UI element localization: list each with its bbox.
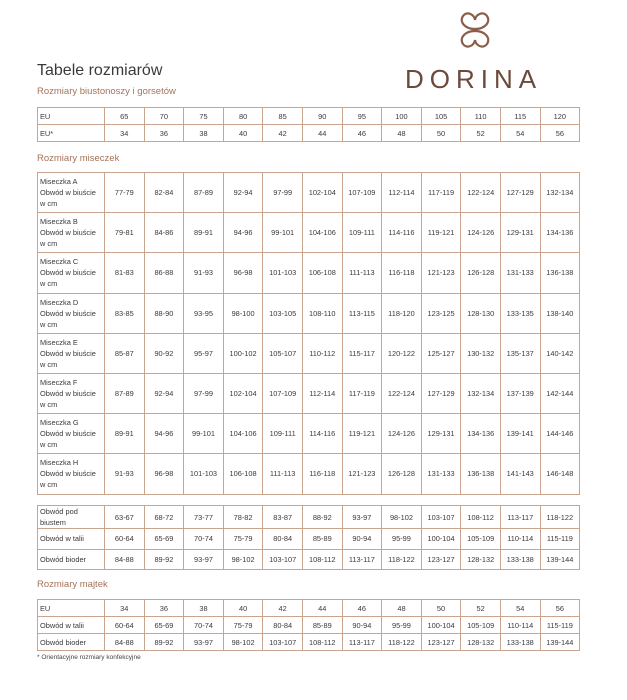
table-cell: 124-126 — [461, 213, 501, 253]
table-row — [38, 617, 580, 634]
row-label-line: Obwód w talii — [40, 534, 84, 544]
row-label-line: w cm — [40, 400, 58, 410]
table-cell: 85-89 — [302, 617, 342, 634]
table-cell: 127-129 — [421, 373, 461, 413]
row-label-line: Obwód w biuście — [40, 429, 96, 439]
table-row — [38, 333, 580, 373]
row-label-line: EU — [40, 111, 51, 121]
table-cell: 94-96 — [144, 414, 184, 454]
table-cell: 48 — [382, 600, 422, 617]
section-brief-sizes: Rozmiary majtek — [37, 579, 108, 590]
table-cell: 100-102 — [223, 333, 263, 373]
table-row — [38, 454, 580, 494]
table-cell: 70-74 — [184, 529, 224, 550]
row-label-line: Obwód w biuście — [40, 268, 96, 278]
table-cell: 114-116 — [302, 414, 342, 454]
table-cell: 138-140 — [540, 293, 580, 333]
table-cell: 70-74 — [184, 617, 224, 634]
table-cell: 120-122 — [382, 333, 422, 373]
row-label-line: biustem — [40, 518, 66, 527]
table-cell: 112-114 — [382, 173, 422, 213]
table-cell: 124-126 — [382, 414, 422, 454]
table-cell: 139-144 — [540, 549, 580, 570]
table-row — [38, 173, 580, 213]
row-label — [38, 549, 105, 570]
table-cell: 128-130 — [461, 293, 501, 333]
table-cell: 93-97 — [184, 549, 224, 570]
table-cell: 121-123 — [421, 253, 461, 293]
table-cell: 56 — [540, 125, 580, 142]
table-cell: 91-93 — [105, 454, 145, 494]
table-cell: 103-107 — [421, 506, 461, 529]
table-cell: 97-99 — [263, 173, 303, 213]
table-cell: 89-92 — [144, 549, 184, 570]
table-cell: 96-98 — [144, 454, 184, 494]
table-cell: 131-133 — [500, 253, 540, 293]
table-cell: 63-67 — [105, 506, 145, 529]
table-row — [38, 108, 580, 125]
table-cell: 134-136 — [461, 414, 501, 454]
table-cell: 132-134 — [461, 373, 501, 413]
row-label-line: w cm — [40, 199, 58, 209]
table-cell: 109-111 — [263, 414, 303, 454]
table-row — [38, 373, 580, 413]
table-cell: 110-114 — [500, 617, 540, 634]
bra-size-table — [37, 107, 580, 142]
table-cell: 93-97 — [184, 634, 224, 651]
table-cell: 111-113 — [263, 454, 303, 494]
row-label-line: Miseczka B — [40, 217, 78, 227]
table-cell: 130-132 — [461, 333, 501, 373]
table-cell: 118-122 — [540, 506, 580, 529]
row-label — [38, 634, 105, 651]
table-cell: 114-116 — [382, 213, 422, 253]
table-cell: 81-83 — [105, 253, 145, 293]
table-cell: 52 — [461, 125, 501, 142]
row-label — [38, 213, 105, 253]
table-cell: 101-103 — [184, 454, 224, 494]
page-title: Tabele rozmiarów — [37, 62, 163, 79]
table-cell: 95-99 — [382, 617, 422, 634]
table-cell: 50 — [421, 125, 461, 142]
table-cell: 68-72 — [144, 506, 184, 529]
table-cell: 65-69 — [144, 617, 184, 634]
table-cell: 136-138 — [461, 454, 501, 494]
row-label — [38, 253, 105, 293]
brand-name: DORINA — [405, 64, 543, 94]
table-cell: 110-112 — [302, 333, 342, 373]
table-cell: 87-89 — [184, 173, 224, 213]
table-row — [38, 293, 580, 333]
table-cell: 42 — [263, 125, 303, 142]
row-label-line: Miseczka H — [40, 458, 79, 468]
table-cell: 89-91 — [105, 414, 145, 454]
table-cell: 95-99 — [382, 529, 422, 550]
table-cell: 117-119 — [421, 173, 461, 213]
table-cell: 98-102 — [223, 634, 263, 651]
row-label — [38, 125, 105, 142]
row-label-line: EU — [40, 603, 51, 613]
table-row — [38, 414, 580, 454]
section-bra-sizes: Rozmiary biustonoszy i gorsetów — [37, 86, 176, 97]
table-cell: 107-109 — [342, 173, 382, 213]
table-cell: 122-124 — [382, 373, 422, 413]
row-label — [38, 414, 105, 454]
cup-size-table — [37, 172, 580, 495]
table-cell: 83-85 — [105, 293, 145, 333]
table-cell: 52 — [461, 600, 501, 617]
table-cell: 128-132 — [461, 634, 501, 651]
table-cell: 85 — [263, 108, 303, 125]
table-cell: 93-97 — [342, 506, 382, 529]
table-cell: 95 — [342, 108, 382, 125]
table-cell: 135-137 — [500, 333, 540, 373]
table-row — [38, 125, 580, 142]
table-cell: 94-96 — [223, 213, 263, 253]
table-cell: 82-84 — [144, 173, 184, 213]
row-label-line: EU* — [40, 128, 54, 138]
table-cell: 102-104 — [302, 173, 342, 213]
table-cell: 125-127 — [421, 333, 461, 373]
table-cell: 104-106 — [302, 213, 342, 253]
table-cell: 90-94 — [342, 529, 382, 550]
table-cell: 86-88 — [144, 253, 184, 293]
table-cell: 36 — [144, 600, 184, 617]
table-row — [38, 600, 580, 617]
row-label-line: Obwód w biuście — [40, 469, 96, 479]
table-cell: 84-86 — [144, 213, 184, 253]
row-label-line: Obwód bioder — [40, 554, 87, 564]
table-row — [38, 253, 580, 293]
table-cell: 146-148 — [540, 454, 580, 494]
table-cell: 121-123 — [342, 454, 382, 494]
table-cell: 133-135 — [500, 293, 540, 333]
table-cell: 38 — [184, 600, 224, 617]
table-cell: 123-125 — [421, 293, 461, 333]
table-cell: 100-104 — [421, 617, 461, 634]
table-cell: 40 — [223, 600, 263, 617]
table-cell: 118-120 — [382, 293, 422, 333]
row-label-line: Obwód w biuście — [40, 348, 96, 358]
table-cell: 113-117 — [342, 634, 382, 651]
row-label — [38, 506, 105, 529]
row-label-line: Obwód pod — [40, 507, 78, 516]
table-cell: 80 — [223, 108, 263, 125]
table-cell: 65-69 — [144, 529, 184, 550]
table-cell: 113-117 — [500, 506, 540, 529]
table-cell: 70 — [144, 108, 184, 125]
row-label-line: Miseczka E — [40, 337, 78, 347]
table-cell: 46 — [342, 600, 382, 617]
table-cell: 40 — [223, 125, 263, 142]
table-cell: 137-139 — [500, 373, 540, 413]
table-cell: 142-144 — [540, 373, 580, 413]
table-cell: 75-79 — [223, 617, 263, 634]
table-cell: 89-91 — [184, 213, 224, 253]
table-cell: 115 — [500, 108, 540, 125]
row-label-line: Miseczka G — [40, 418, 79, 428]
table-cell: 105-109 — [461, 617, 501, 634]
table-cell: 90 — [302, 108, 342, 125]
row-label-line: Obwód w biuście — [40, 228, 96, 238]
row-label — [38, 600, 105, 617]
table-cell: 84-88 — [105, 634, 145, 651]
table-cell: 99-101 — [263, 213, 303, 253]
table-cell: 118-122 — [382, 549, 422, 570]
table-cell: 85-87 — [105, 333, 145, 373]
table-cell: 79-81 — [105, 213, 145, 253]
table-cell: 110 — [461, 108, 501, 125]
table-cell: 110-114 — [500, 529, 540, 550]
table-cell: 119-121 — [421, 213, 461, 253]
table-cell: 34 — [105, 600, 145, 617]
table-cell: 88-92 — [302, 506, 342, 529]
table-cell: 44 — [302, 125, 342, 142]
row-label — [38, 617, 105, 634]
body-measure-table — [37, 505, 580, 570]
row-label-line: Obwód w biuście — [40, 188, 96, 198]
table-cell: 139-144 — [540, 634, 580, 651]
table-cell: 119-121 — [342, 414, 382, 454]
row-label-line: Obwód bioder — [40, 637, 87, 647]
row-label-line: w cm — [40, 440, 58, 450]
table-cell: 85-89 — [302, 529, 342, 550]
table-cell: 90-92 — [144, 333, 184, 373]
table-cell: 108-110 — [302, 293, 342, 333]
table-cell: 132-134 — [540, 173, 580, 213]
table-cell: 65 — [105, 108, 145, 125]
table-cell: 95-97 — [184, 333, 224, 373]
brief-size-table — [37, 599, 580, 651]
table-cell: 75 — [184, 108, 224, 125]
table-cell: 75-79 — [223, 529, 263, 550]
table-cell: 83-87 — [263, 506, 303, 529]
table-cell: 101-103 — [263, 253, 303, 293]
row-label — [38, 293, 105, 333]
table-cell: 88-90 — [144, 293, 184, 333]
table-cell: 93-95 — [184, 293, 224, 333]
row-label — [38, 173, 105, 213]
table-cell: 60-64 — [105, 529, 145, 550]
table-row — [38, 549, 580, 570]
row-label — [38, 529, 105, 550]
table-cell: 140-142 — [540, 333, 580, 373]
row-label — [38, 454, 105, 494]
table-cell: 102-104 — [223, 373, 263, 413]
table-cell: 126-128 — [461, 253, 501, 293]
row-label — [38, 333, 105, 373]
table-cell: 117-119 — [342, 373, 382, 413]
table-cell: 123-127 — [421, 634, 461, 651]
table-cell: 89-92 — [144, 634, 184, 651]
table-cell: 92-94 — [223, 173, 263, 213]
table-cell: 38 — [184, 125, 224, 142]
table-cell: 103-105 — [263, 293, 303, 333]
clover-logo-icon — [450, 5, 500, 55]
table-cell: 54 — [500, 125, 540, 142]
table-cell: 115-119 — [540, 529, 580, 550]
table-cell: 129-131 — [500, 213, 540, 253]
table-cell: 120 — [540, 108, 580, 125]
table-cell: 97-99 — [184, 373, 224, 413]
table-cell: 80-84 — [263, 617, 303, 634]
table-cell: 46 — [342, 125, 382, 142]
table-cell: 91-93 — [184, 253, 224, 293]
table-cell: 98-102 — [382, 506, 422, 529]
table-cell: 106-108 — [302, 253, 342, 293]
table-cell: 116-118 — [302, 454, 342, 494]
table-cell: 98-100 — [223, 293, 263, 333]
row-label-line: w cm — [40, 480, 58, 490]
table-cell: 113-115 — [342, 293, 382, 333]
table-cell: 128-132 — [461, 549, 501, 570]
table-cell: 42 — [263, 600, 303, 617]
table-row — [38, 634, 580, 651]
row-label — [38, 373, 105, 413]
table-cell: 92-94 — [144, 373, 184, 413]
table-cell: 90-94 — [342, 617, 382, 634]
table-cell: 44 — [302, 600, 342, 617]
section-cup-sizes: Rozmiary miseczek — [37, 153, 120, 164]
table-cell: 127-129 — [500, 173, 540, 213]
table-cell: 133-138 — [500, 634, 540, 651]
table-cell: 54 — [500, 600, 540, 617]
table-cell: 84-88 — [105, 549, 145, 570]
table-cell: 77-79 — [105, 173, 145, 213]
table-cell: 108-112 — [302, 634, 342, 651]
table-cell: 104-106 — [223, 414, 263, 454]
footnote: * Orientacyjne rozmiary konfekcyjne — [37, 654, 141, 661]
table-cell: 144-146 — [540, 414, 580, 454]
table-cell: 105-109 — [461, 529, 501, 550]
table-cell: 112-114 — [302, 373, 342, 413]
table-cell: 141-143 — [500, 454, 540, 494]
table-cell: 36 — [144, 125, 184, 142]
table-cell: 87-89 — [105, 373, 145, 413]
row-label-line: w cm — [40, 239, 58, 249]
table-cell: 105 — [421, 108, 461, 125]
table-cell: 103-107 — [263, 634, 303, 651]
table-cell: 136-138 — [540, 253, 580, 293]
table-cell: 118-122 — [382, 634, 422, 651]
table-cell: 34 — [105, 125, 145, 142]
table-cell: 126-128 — [382, 454, 422, 494]
row-label-line: Obwód w talii — [40, 620, 84, 630]
table-cell: 108-112 — [461, 506, 501, 529]
table-cell: 96-98 — [223, 253, 263, 293]
table-cell: 111-113 — [342, 253, 382, 293]
table-cell: 100 — [382, 108, 422, 125]
row-label-line: Miseczka D — [40, 297, 79, 307]
table-cell: 50 — [421, 600, 461, 617]
table-cell: 103-107 — [263, 549, 303, 570]
table-cell: 56 — [540, 600, 580, 617]
table-cell: 116-118 — [382, 253, 422, 293]
table-cell: 108-112 — [302, 549, 342, 570]
row-label-line: Miseczka F — [40, 378, 78, 388]
table-cell: 133-138 — [500, 549, 540, 570]
row-label-line: Miseczka A — [40, 177, 78, 187]
table-cell: 78-82 — [223, 506, 263, 529]
table-cell: 100-104 — [421, 529, 461, 550]
table-cell: 129-131 — [421, 414, 461, 454]
table-row — [38, 529, 580, 550]
table-cell: 123-127 — [421, 549, 461, 570]
table-row — [38, 213, 580, 253]
table-cell: 122-124 — [461, 173, 501, 213]
row-label-line: Miseczka C — [40, 257, 79, 267]
row-label-line: Obwód w biuście — [40, 308, 96, 318]
table-cell: 80-84 — [263, 529, 303, 550]
table-cell: 134-136 — [540, 213, 580, 253]
table-cell: 48 — [382, 125, 422, 142]
table-cell: 98-102 — [223, 549, 263, 570]
row-label-line: w cm — [40, 359, 58, 369]
table-cell: 115-119 — [540, 617, 580, 634]
table-cell: 73-77 — [184, 506, 224, 529]
row-label-line: w cm — [40, 279, 58, 289]
table-cell: 99-101 — [184, 414, 224, 454]
row-label-line: w cm — [40, 319, 58, 329]
table-cell: 113-117 — [342, 549, 382, 570]
table-cell: 105-107 — [263, 333, 303, 373]
table-cell: 107-109 — [263, 373, 303, 413]
table-cell: 139-141 — [500, 414, 540, 454]
table-row — [38, 506, 580, 529]
table-cell: 106-108 — [223, 454, 263, 494]
table-cell: 131-133 — [421, 454, 461, 494]
table-cell: 115-117 — [342, 333, 382, 373]
table-cell: 109-111 — [342, 213, 382, 253]
table-cell: 60-64 — [105, 617, 145, 634]
row-label — [38, 108, 105, 125]
row-label-line: Obwód w biuście — [40, 389, 96, 399]
